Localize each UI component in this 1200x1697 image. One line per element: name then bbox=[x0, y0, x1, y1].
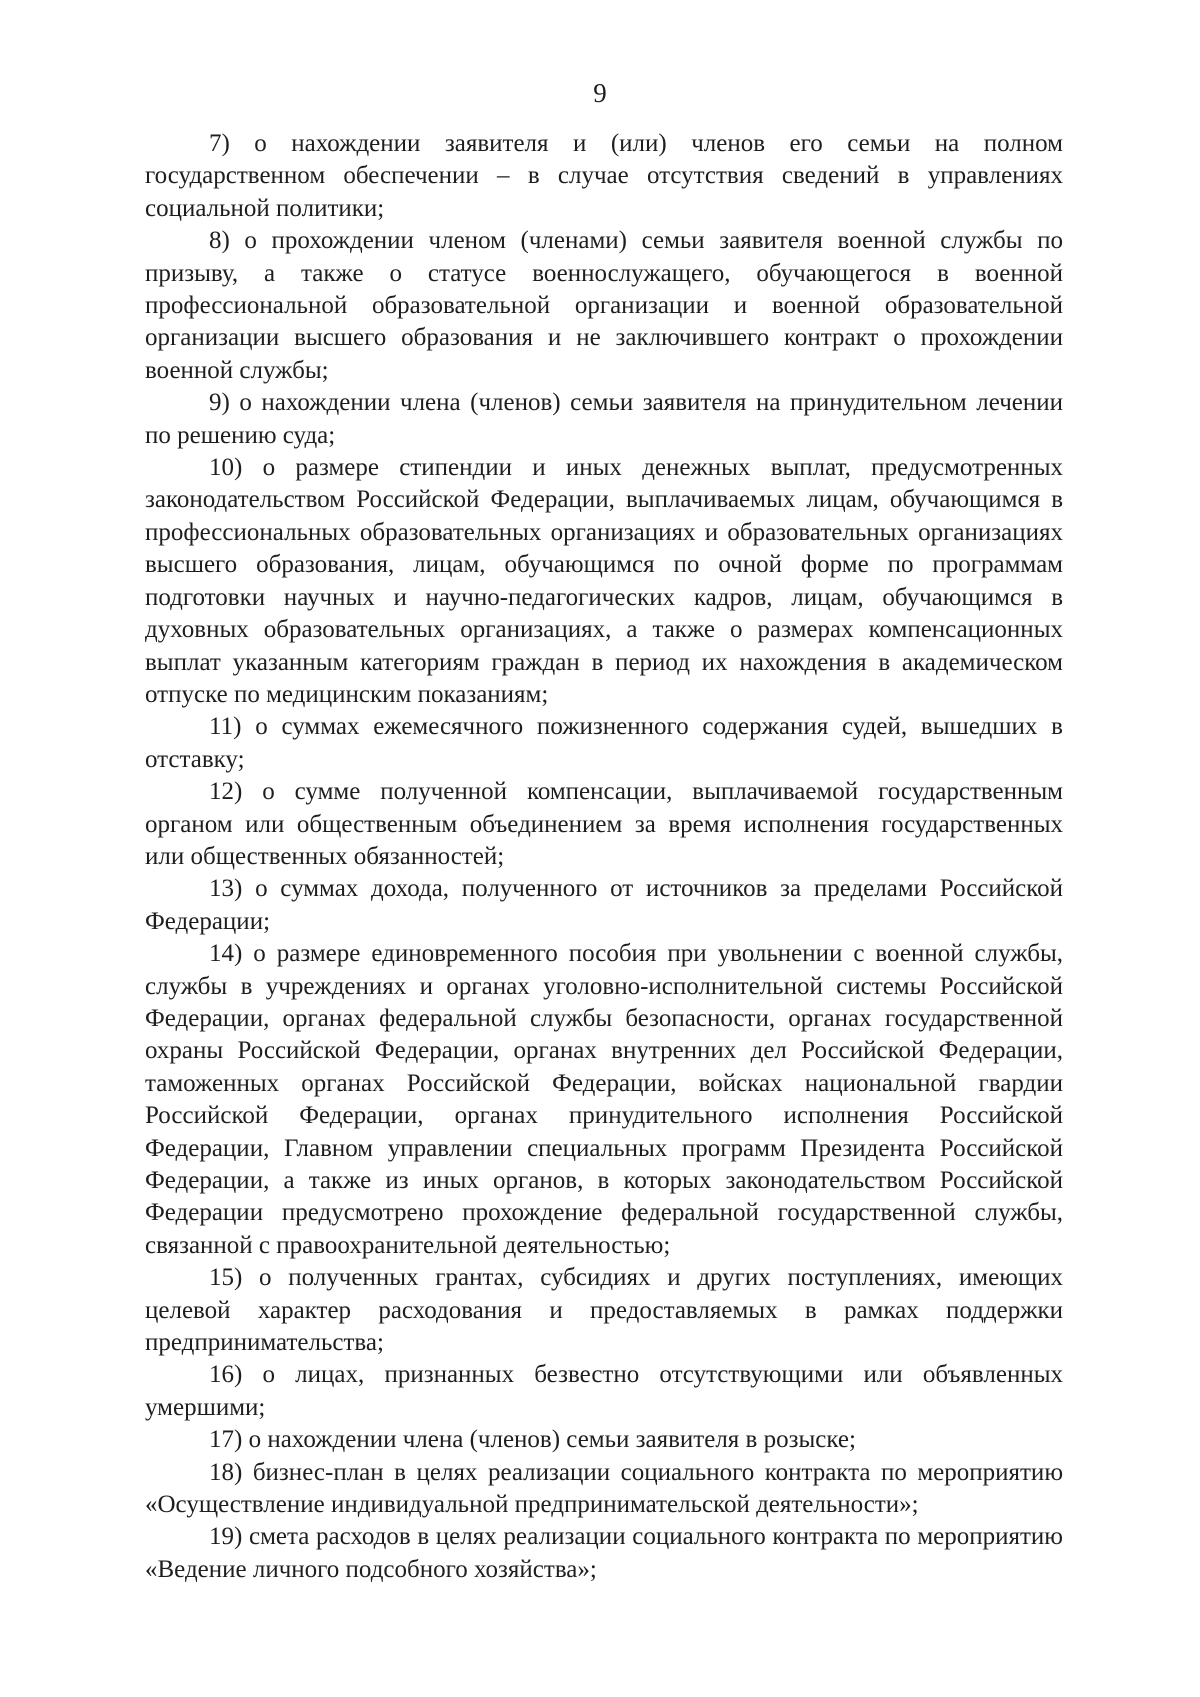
list-item-9: 9) о нахождении члена (членов) семьи заявителя на принудительном лечении по решению суда; bbox=[145, 389, 1063, 449]
list-item-15: 15) о полученных грантах, субсидиях и других поступлениях, имеющих целевой характер расходования и предоставляемых в рамках поддержки предпринимательства; bbox=[145, 1264, 1063, 1357]
list-item-12: 12) о сумме полученной компенсации, выплачиваемой государственным органом или общественным объединением за время исполнения государственных или общественных обязанностей; bbox=[145, 778, 1063, 870]
list-item-8: 8) о прохождении членом (членами) семьи заявителя военной службы по призыву, а также о статусе военнослужащего, обучающегося в военной профессиональной образовательной организации и военной образовательной организации высшего образования и не заключившего контракт о прохождении военной службы; bbox=[145, 227, 1063, 384]
list-item-19: 19) смета расходов в целях реализации социального контракта по мероприятию «Ведение личного подсобного хозяйства»; bbox=[145, 1523, 1063, 1583]
list-item-17: 17) о нахождении члена (членов) семьи заявителя в розыске; bbox=[209, 1426, 856, 1454]
list-item-14: 14) о размере единовременного пособия при увольнении с военной службы, службы в учреждениях и органах уголовно-исполнительной системы Российской Федерации, органах федеральной службы безопасности, органах государственной охраны Российской Федерации, органах внутренних дел Российской Федерации, таможенных органах Российской Федерации, войсках национальной гвардии Российской Федерации, органах принудительного исполнения Российской Федерации, Главном управлении специальных программ Президента Российской Федерации, а также из иных органов, в которых законодательством Российской Федерации предусмотрено прохождение федеральной государственной службы, связанной с правоохранительной деятельностью; bbox=[145, 940, 1063, 1259]
page-number: 9 bbox=[593, 78, 607, 108]
list-item-10: 10) о размере стипендии и иных денежных выплат, предусмотренных законодательством Российской Федерации, выплачиваемых лицам, обучающимся в профессиональных образовательных организациях и образовательных организациях высшего образования, лицам, обучающимся по очной форме по программам подготовки научных и научно-педагогических кадров, лицам, обучающимся в духовных образовательных организациях, а также о размерах компенсационных выплат указанным категориям граждан в период их нахождения в академическом отпуске по медицинским показаниям; bbox=[145, 454, 1063, 708]
list-item-7: 7) о нахождении заявителя и (или) членов его семьи на полном государственном обеспечении – в случае отсутствия сведений в управлениях социальной политики; bbox=[145, 130, 1063, 222]
document-body bbox=[145, 128, 1063, 1586]
list-item-18: 18) бизнес-план в целях реализации социального контракта по мероприятию «Осуществление индивидуальной предпринимательской деятельности»; bbox=[145, 1458, 1063, 1519]
list-item-13: 13) о суммах дохода, полученного от источников за пределами Российской Федерации; bbox=[145, 875, 1063, 935]
list-item-11: 11) о суммах ежемесячного пожизненного содержания судей, вышедших в отставку; bbox=[145, 713, 1063, 773]
list-item-16: 16) о лицах, признанных безвестно отсутствующими или объявленных умершими; bbox=[145, 1361, 1063, 1421]
